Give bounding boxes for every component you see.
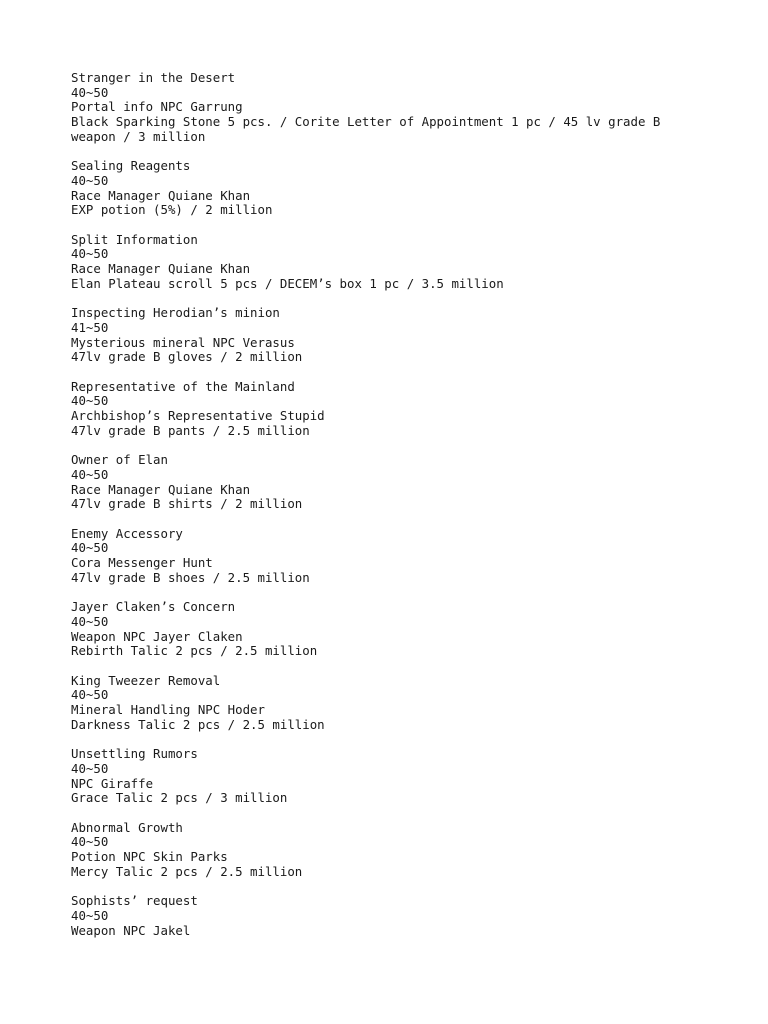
document-page (71, 71, 711, 953)
quest-reward: 47lv grade B shoes / 2.5 million (71, 569, 310, 585)
quest-npc: Portal info NPC Garrung (71, 99, 243, 115)
quest-level: 40~50 (71, 687, 109, 703)
quest-level: 40~50 (71, 393, 109, 409)
quest-level: 40~50 (71, 540, 109, 556)
quest-entry (71, 600, 711, 659)
quest-title: Sophists’ request (71, 893, 198, 909)
quest-title: Abnormal Growth (71, 819, 183, 835)
quest-level: 40~50 (71, 613, 109, 629)
quest-reward: 47lv grade B gloves / 2 million (71, 349, 303, 365)
quest-level: 41~50 (71, 319, 109, 335)
quest-title: King Tweezer Removal (71, 672, 221, 688)
quest-title: Enemy Accessory (71, 525, 183, 541)
quest-level: 40~50 (71, 84, 109, 100)
quest-title: Jayer Claken’s Concern (71, 599, 236, 615)
quest-npc: Archbishop’s Representative Stupid (71, 408, 325, 424)
quest-entry (71, 821, 711, 880)
quest-reward: Mercy Talic 2 pcs / 2.5 million (71, 863, 303, 879)
quest-npc: Weapon NPC Jakel (71, 922, 191, 938)
quest-reward: Grace Talic 2 pcs / 3 million (71, 790, 288, 806)
quest-level: 40~50 (71, 246, 109, 262)
quest-title: Unsettling Rumors (71, 746, 198, 762)
quest-title: Split Information (71, 231, 198, 247)
quest-entry (71, 71, 711, 145)
quest-reward: Rebirth Talic 2 pcs / 2.5 million (71, 643, 318, 659)
quest-reward: EXP potion (5%) / 2 million (71, 202, 273, 218)
quest-level: 40~50 (71, 760, 109, 776)
quest-npc: Race Manager Quiane Khan (71, 481, 251, 497)
quest-title: Owner of Elan (71, 452, 168, 468)
quest-npc: Weapon NPC Jayer Claken (71, 628, 243, 644)
quest-entry (71, 527, 711, 586)
quest-entry (71, 380, 711, 439)
quest-title: Representative of the Mainland (71, 378, 295, 394)
quest-entry (71, 306, 711, 365)
quest-npc: Mineral Handling NPC Hoder (71, 702, 265, 718)
quest-npc: Mysterious mineral NPC Verasus (71, 334, 295, 350)
quest-npc: Potion NPC Skin Parks (71, 849, 228, 865)
quest-entry (71, 233, 711, 292)
quest-reward: Darkness Talic 2 pcs / 2.5 million (71, 716, 325, 732)
quest-level: 40~50 (71, 834, 109, 850)
quest-title: Inspecting Herodian’s minion (71, 305, 280, 321)
quest-level: 40~50 (71, 907, 109, 923)
quest-reward: 47lv grade B shirts / 2 million (71, 496, 303, 512)
quest-entry (71, 159, 711, 218)
quest-reward: Elan Plateau scroll 5 pcs / DECEM’s box 1 pc / 3.5 million (71, 275, 504, 291)
quest-title: Sealing Reagents (71, 158, 191, 174)
quest-npc: Cora Messenger Hunt (71, 555, 213, 571)
quest-entry (71, 894, 711, 938)
quest-level: 40~50 (71, 172, 109, 188)
quest-entry (71, 453, 711, 512)
quest-entry (71, 674, 711, 733)
quest-npc: NPC Giraffe (71, 775, 154, 791)
quest-npc: Race Manager Quiane Khan (71, 261, 251, 277)
quest-entry (71, 747, 711, 806)
quest-title: Stranger in the Desert (71, 70, 236, 85)
quest-npc: Race Manager Quiane Khan (71, 187, 251, 203)
quest-reward: 47lv grade B pants / 2.5 million (71, 422, 310, 438)
quest-level: 40~50 (71, 466, 109, 482)
quest-reward: Black Sparking Stone 5 pcs. / Corite Letter of Appointment 1 pc / 45 lv grade B weapon / 3 million (71, 114, 661, 144)
